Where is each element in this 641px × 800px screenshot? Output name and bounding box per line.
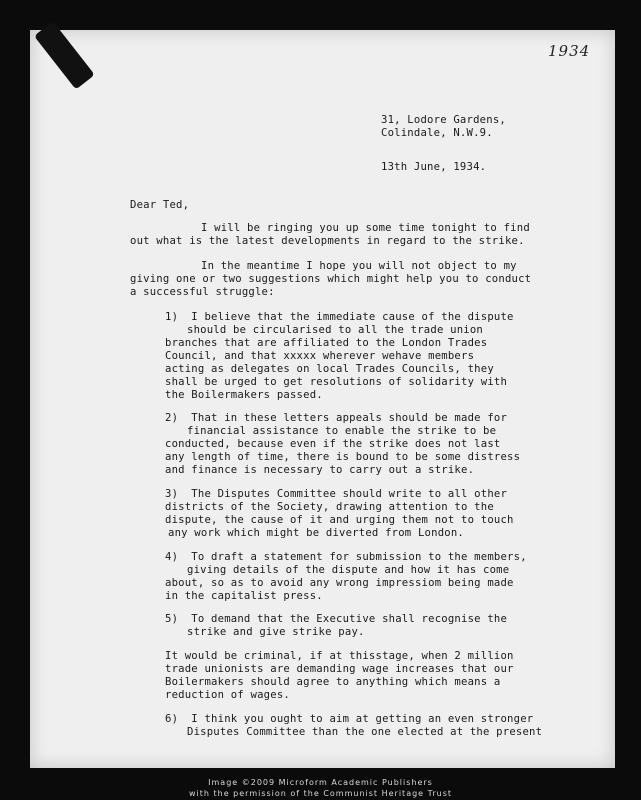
point-1-line-6: shall be urged to get resolutions of solidarity with xyxy=(165,376,508,388)
point-4-line-1: 4) To draft a statement for submission to the members, xyxy=(165,551,527,563)
address-line-2: Colindale, N.W.9. xyxy=(381,127,493,139)
address-line-1: 31, Lodore Gardens, xyxy=(381,114,506,126)
point-6-line-2: Disputes Committee than the one elected at the present xyxy=(187,726,543,738)
point-6-line-1: 6) I think you ought to aim at getting an even stronger xyxy=(165,713,534,725)
point-2-line-2: financial assistance to enable the strike to be xyxy=(187,425,497,437)
point-5-line-2: strike and give strike pay. xyxy=(187,626,365,638)
point-2-line-4: any length of time, there is bound to be some distress xyxy=(165,451,521,463)
point-4-line-2: giving details of the dispute and how it has come xyxy=(187,564,510,576)
point-3-line-2: districts of the Society, drawing attention to the xyxy=(165,501,494,513)
image-credit-line-1: Image ©2009 Microform Academic Publishers xyxy=(208,778,433,787)
meantime-line-2: giving one or two suggestions which might help you to conduct xyxy=(130,273,532,285)
criminal-line-4: reduction of wages. xyxy=(165,689,290,701)
point-3-line-3: dispute, the cause of it and urging them not to touch xyxy=(165,514,514,526)
intro-line-1: I will be ringing you up some time tonight to find xyxy=(201,222,530,234)
point-1-line-4: Council, and that xxxxx wherever wehave members xyxy=(165,350,475,362)
handwritten-year: 1934 xyxy=(548,42,591,60)
meantime-line-1: In the meantime I hope you will not object to my xyxy=(201,260,517,272)
point-3-line-1: 3) The Disputes Committee should write to all other xyxy=(165,488,508,500)
point-1-line-1: 1) I believe that the immediate cause of the dispute xyxy=(165,311,514,323)
point-1-line-5: acting as delegates on local Trades Councils, they xyxy=(165,363,494,375)
intro-line-2: out what is the latest developments in regard to the strike. xyxy=(130,235,525,247)
criminal-line-2: trade unionists are demanding wage increases that our xyxy=(165,663,514,675)
point-4-line-4: in the capitalist press. xyxy=(165,590,323,602)
point-5-line-1: 5) To demand that the Executive shall recognise the xyxy=(165,613,508,625)
point-1-line-2: should be circularised to all the trade union xyxy=(187,324,484,336)
criminal-line-3: Boilermakers should agree to anything which means a xyxy=(165,676,501,688)
point-4-line-3: about, so as to avoid any wrong impressiom being made xyxy=(165,577,514,589)
point-2-line-5: and finance is necessary to carry out a strike. xyxy=(165,464,475,476)
letter-date: 13th June, 1934. xyxy=(381,161,487,173)
point-1-line-7: the Boilermakers passed. xyxy=(165,389,323,401)
point-3-line-4: any work which might be diverted from London. xyxy=(168,527,465,539)
salutation: Dear Ted, xyxy=(130,199,190,211)
point-2-line-3: conducted, because even if the strike does not last xyxy=(165,438,501,450)
image-credit-line-2: with the permission of the Communist Heritage Trust xyxy=(188,789,453,798)
meantime-line-3: a successful struggle: xyxy=(130,286,275,298)
criminal-line-1: It would be criminal, if at thisstage, when 2 million xyxy=(165,650,514,662)
point-1-line-3: branches that are affiliated to the London Trades xyxy=(165,337,488,349)
point-2-line-1: 2) That in these letters appeals should be made for xyxy=(165,412,508,424)
